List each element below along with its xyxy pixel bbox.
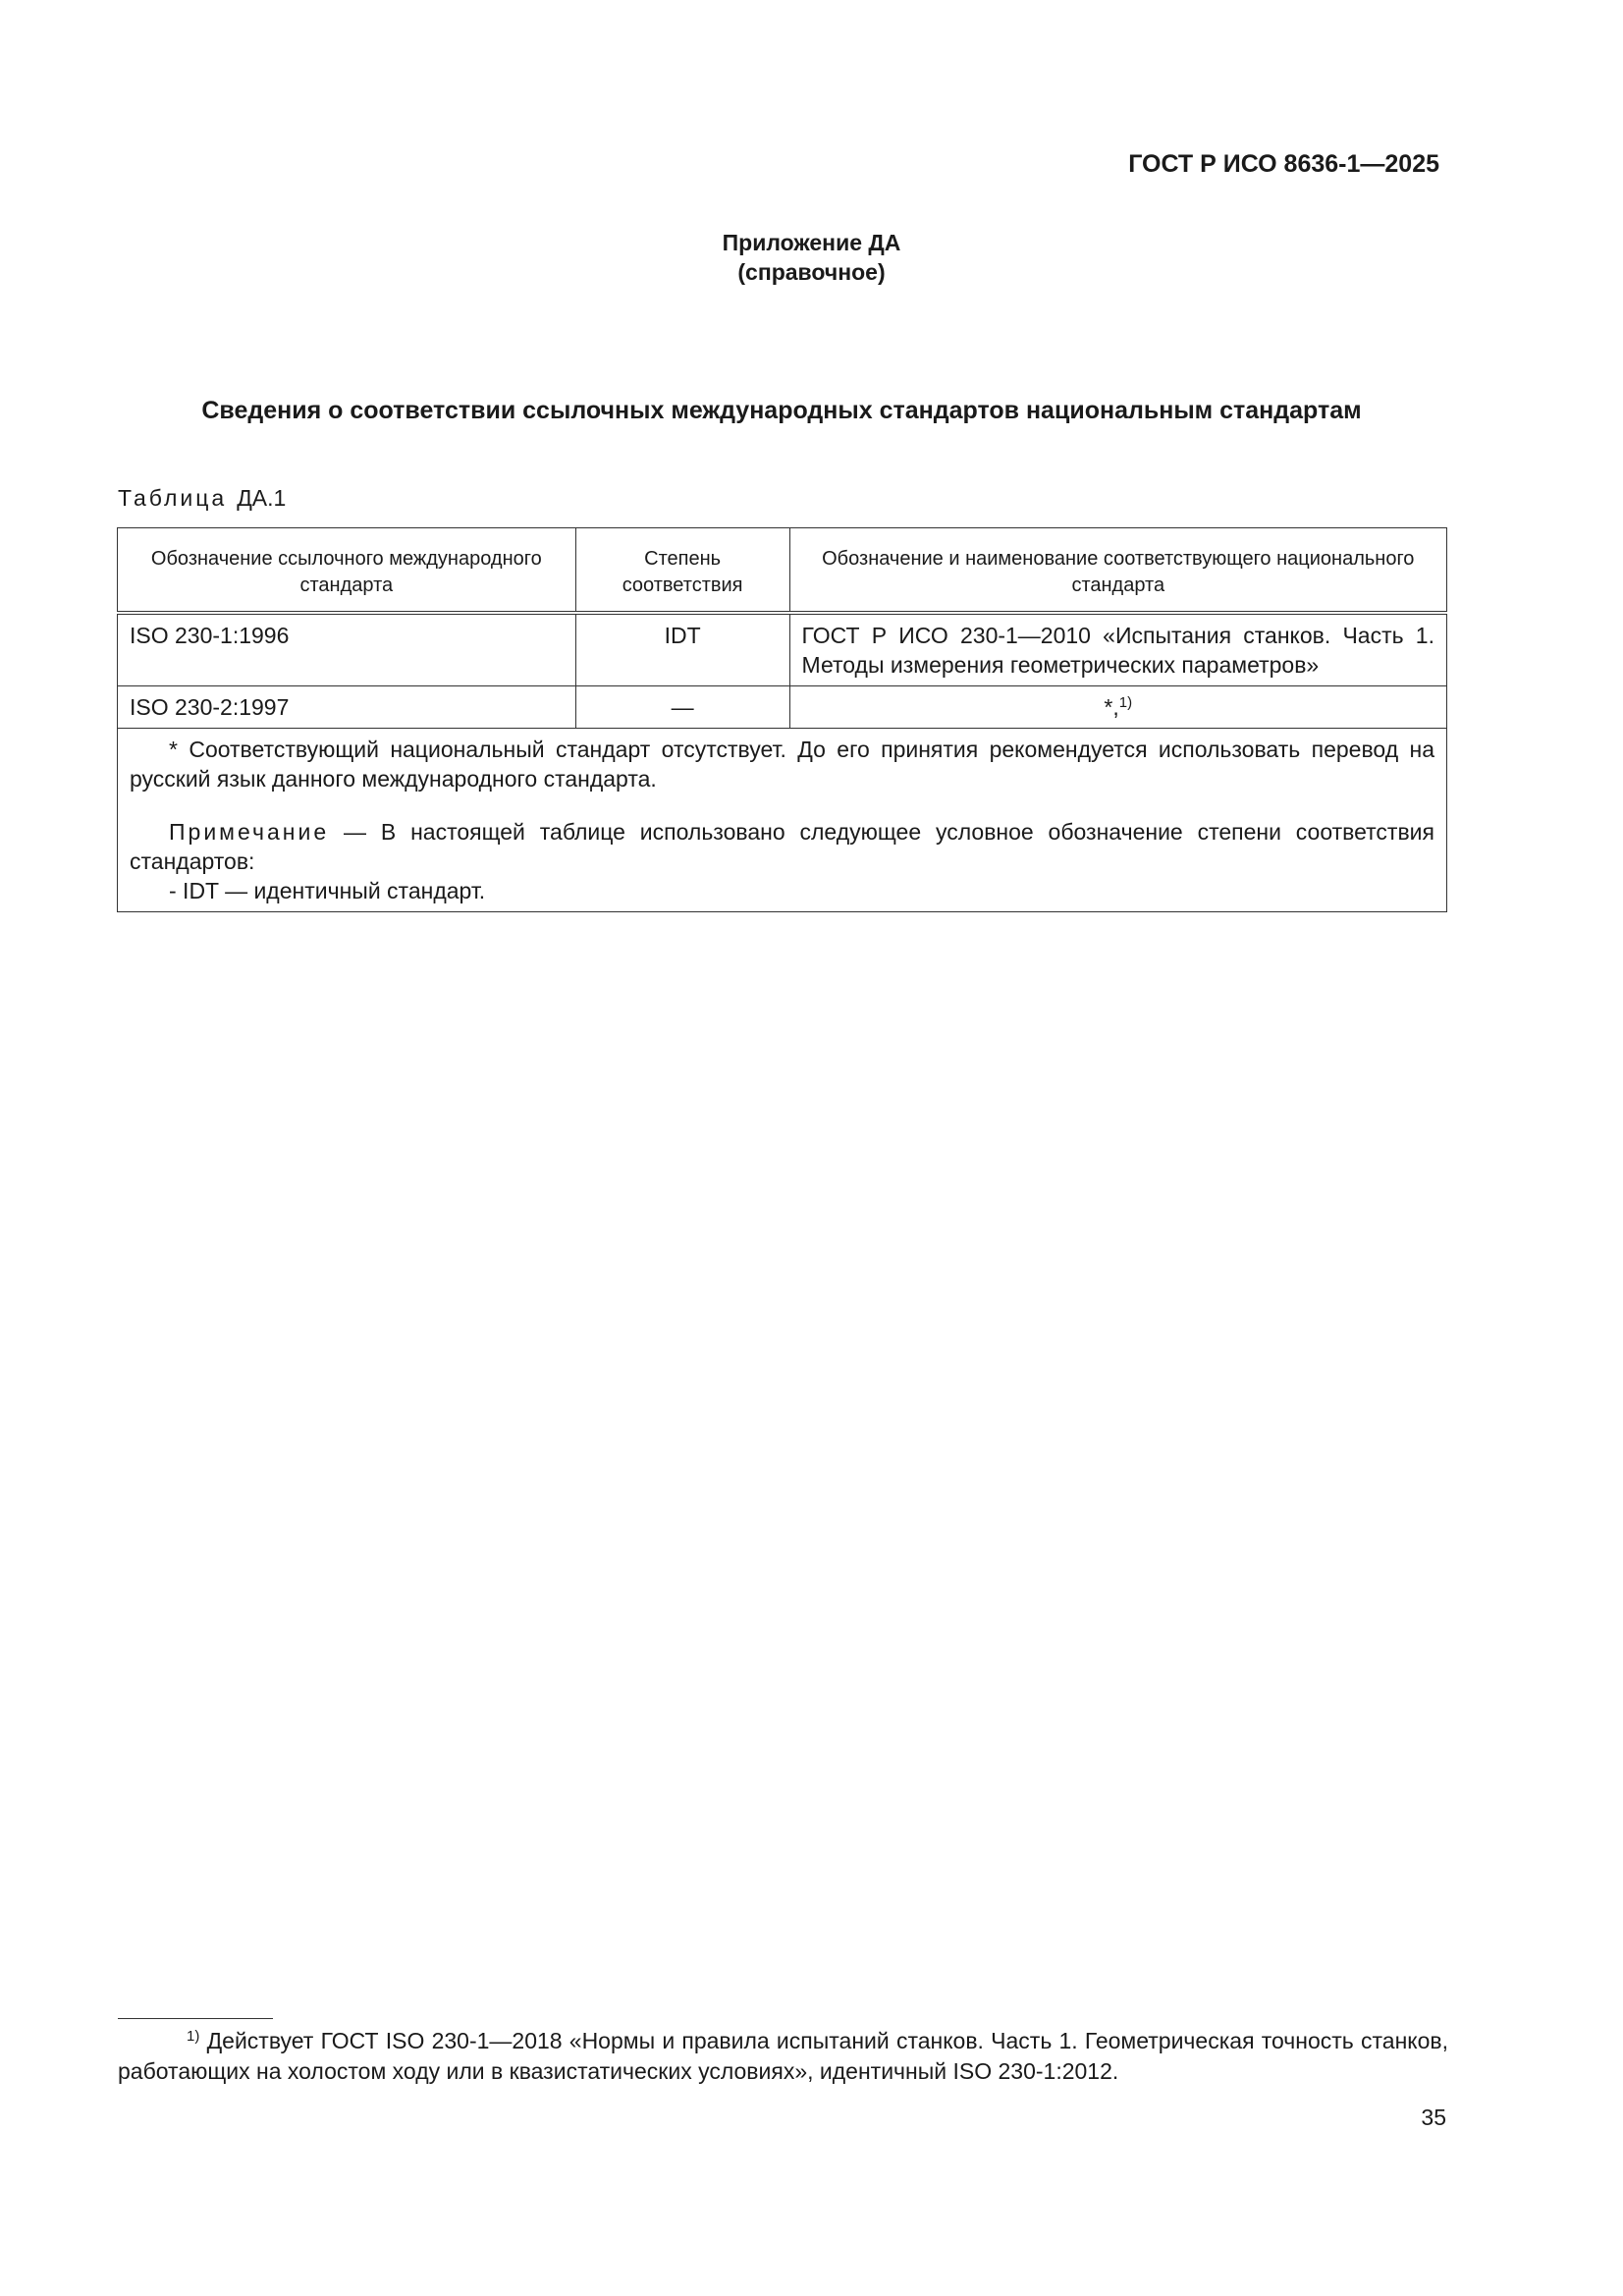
header-degree: Степень соответствия: [575, 528, 789, 614]
table-note: [130, 817, 1434, 876]
table-row: [118, 613, 1447, 686]
table-row: [118, 686, 1447, 729]
table-label: [118, 485, 286, 512]
page-number: 35: [1421, 2105, 1446, 2130]
note-text: — В настоящей таблице использовано следующее условное обозначение степени соответствия стандартов:: [130, 819, 1434, 874]
cell-national-standard: [789, 686, 1446, 729]
cell-intl-standard: ISO 230-2:1997: [118, 686, 576, 729]
star-note: * Соответствующий национальный стандарт отсутствует. До его принятия рекомендуется использовать перевод на русский язык данного международного стандарта.: [130, 737, 1434, 792]
appendix-title: Приложение ДА: [722, 230, 901, 255]
table-header-row: [118, 528, 1447, 614]
table-notes-cell: [118, 729, 1447, 912]
footnote: [118, 2026, 1448, 2087]
header-intl-standard: Обозначение ссылочного международного стандарта: [118, 528, 576, 614]
header-national-standard: Обозначение и наименование соответствующего национального стандарта: [789, 528, 1446, 614]
cell-intl-standard: ISO 230-1:1996: [118, 613, 576, 686]
standards-table: [117, 527, 1447, 912]
footnote-ref: 1): [1118, 694, 1133, 711]
cell-degree: IDT: [575, 613, 789, 686]
note-item: - IDT — идентичный стандарт.: [169, 878, 486, 903]
footnote-marker: 1): [187, 2028, 200, 2045]
appendix-subtitle: (справочное): [737, 259, 886, 285]
table-label-word: Таблица: [118, 485, 228, 511]
table-notes-row: [118, 729, 1447, 912]
document-code: ГОСТ Р ИСО 8636-1—2025: [1128, 150, 1439, 178]
footnote-text: Действует ГОСТ ISO 230-1—2018 «Нормы и правила испытаний станков. Часть 1. Геометрическая точность станков, работающих на холостом ходу или в квазистатических условиях», идентичный ISO 230-1:2012.: [118, 2028, 1449, 2084]
section-title: Сведения о соответствии ссылочных международных стандартов национальным стандартам: [201, 397, 1362, 424]
cell-national-standard: ГОСТ Р ИСО 230-1—2010 «Испытания станков. Часть 1. Методы измерения геометрических параметров»: [789, 613, 1446, 686]
appendix-heading: [0, 228, 1623, 287]
table-label-number: ДА.1: [237, 485, 287, 511]
footnote-divider: [118, 2018, 273, 2019]
cell-national-text: *,: [1104, 694, 1119, 720]
note-label: Примечание: [169, 819, 330, 845]
cell-degree: —: [575, 686, 789, 729]
